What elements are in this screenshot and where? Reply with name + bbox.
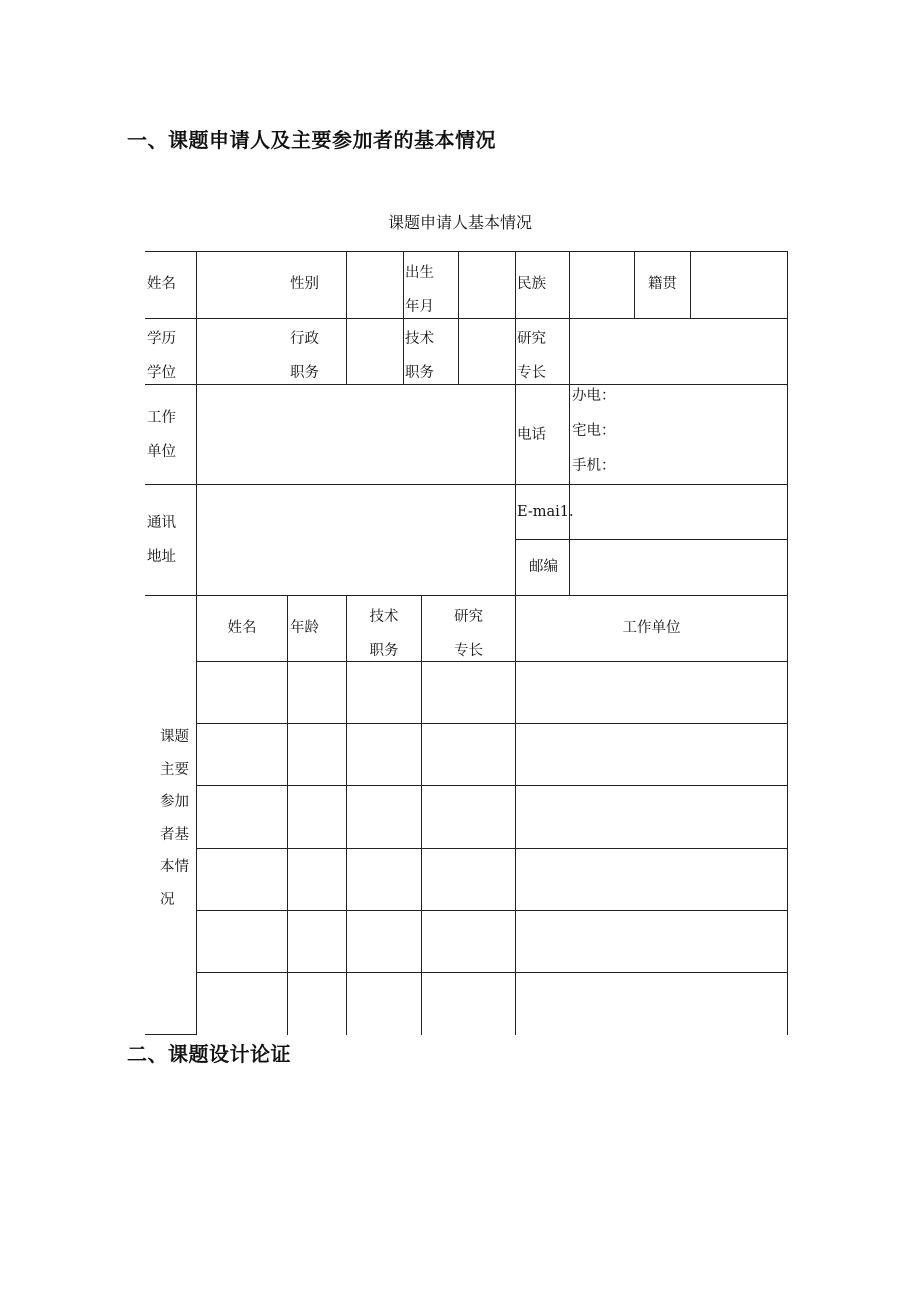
- work-unit-label: 工作 单位: [147, 410, 176, 460]
- participant-tech-header: 技术 职务: [369, 609, 399, 659]
- section-1-heading: 一、课题申请人及主要参加者的基本情况: [127, 128, 496, 152]
- participant-research-header: 研究 专长: [454, 609, 483, 659]
- tech-title-label: 技术 职务: [405, 331, 434, 381]
- home-phone-label: 宅电：: [572, 423, 616, 439]
- participant-age-header: 年龄: [290, 620, 319, 636]
- section-2-heading: 二、课题设计论证: [127, 1042, 291, 1066]
- participant-name-header: 姓名: [227, 620, 257, 636]
- participants-side-label: 课题 主要 参加 者基 本情 况: [160, 729, 189, 908]
- research-specialty-label: 研究 专长: [517, 331, 546, 381]
- ethnicity-label: 民族: [517, 276, 546, 292]
- native-place-label: 籍贯: [648, 276, 677, 292]
- mobile-phone-label: 手机：: [572, 458, 616, 474]
- phone-label: 电话: [517, 427, 546, 443]
- participant-work-unit-header: 工作单位: [622, 620, 681, 636]
- birth-label: 出生 年月: [405, 265, 434, 315]
- office-phone-label: 办电：: [572, 388, 616, 404]
- degree-label: 学历 学位: [147, 331, 176, 381]
- gender-label: 性别: [290, 276, 319, 292]
- table-title: 课题申请人基本情况: [387, 213, 532, 232]
- name-label: 姓名: [147, 276, 176, 292]
- admin-position-label: 行政 职务: [290, 331, 319, 381]
- email-label: E-mai1.: [517, 504, 574, 520]
- postcode-label: 邮编: [529, 559, 558, 575]
- address-label: 通讯 地址: [147, 515, 176, 565]
